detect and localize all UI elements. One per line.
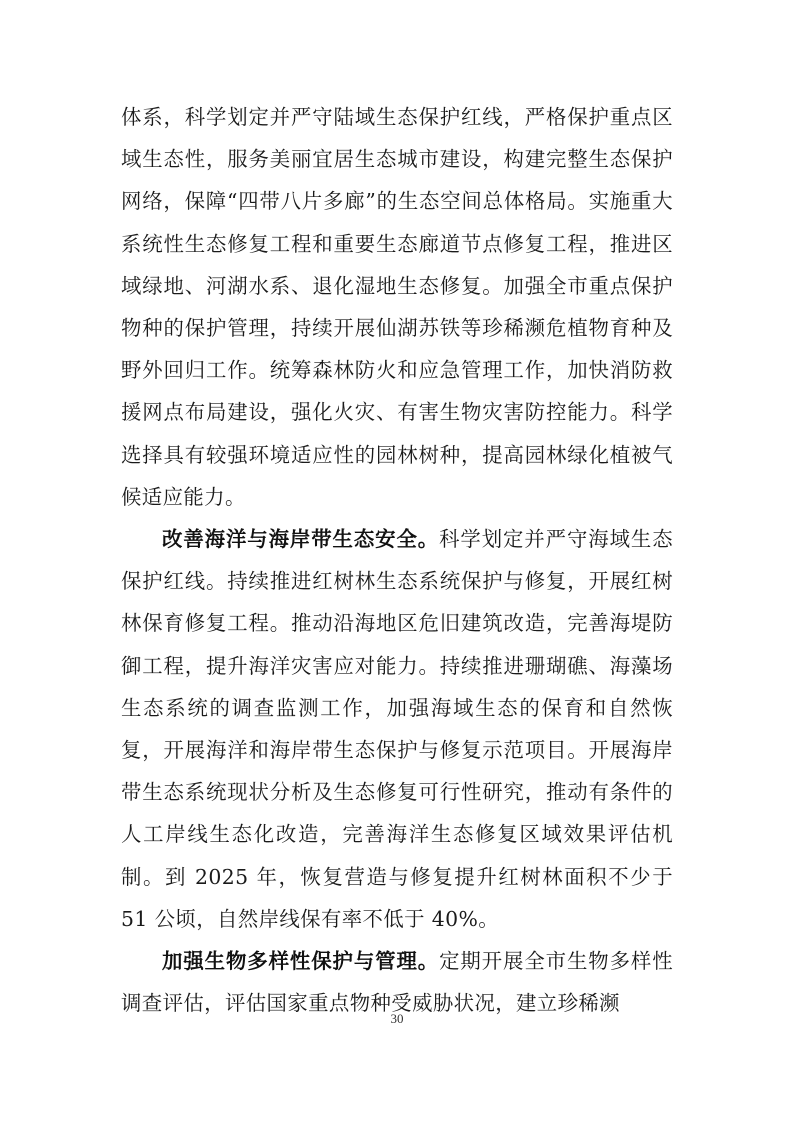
paragraph-text: 体系，科学划定并严守陆域生态保护红线，严格保护重点区域生态性，服务美丽宜居生态城市建设，构建完整生态保护网络，保障“四带八片多廊”的生态空间总体格局。实施重大系统性生态修复工程和重要生态廊道节点修复工程，推进区域绿地、河湖水系、退化湿地生态修复。加强全市重点保护物种的保护管理，持续开展仙湖苏铁等珍稀濒危植物育种及野外回归工作。统筹森林防火和应急管理工作，加快消防救援网点布局建设，强化火灾、有害生物灾害防控能力。科学选择具有较强环境适应性的园林树种，提高园林绿化植被气候适应能力。 xyxy=(121,105,673,509)
paragraph-text: 定期开展全市生物多样性调查评估，评估国家重点物种受威胁状况，建立珍稀濒 xyxy=(121,949,673,1016)
page-number: 30 xyxy=(390,1011,404,1026)
paragraph-marine-ecology xyxy=(121,518,673,940)
body-text xyxy=(121,96,673,1024)
paragraph-continuation xyxy=(121,96,673,518)
paragraph-heading: 加强生物多样性保护与管理。 xyxy=(162,949,440,974)
paragraph-heading: 改善海洋与海岸带生态安全。 xyxy=(162,527,440,552)
paragraph-text: 科学划定并严守海域生态保护红线。持续推进红树林生态系统保护与修复，开展红树林保育修复工程。推动沿海地区危旧建筑改造，完善海堤防御工程，提升海洋灾害应对能力。持续推进珊瑚礁、海藻场生态系统的调查监测工作，加强海域生态的保育和自然恢复，开展海洋和海岸带生态保护与修复示范项目。开展海岸带生态系统现状分析及生态修复可行性研究，推动有条件的人工岸线生态化改造，完善海洋生态修复区域效果评估机制。到 2025 年，恢复营造与修复提升红树林面积不少于 51 公顷，自然岸线保有率不低于 40%。 xyxy=(121,527,673,931)
